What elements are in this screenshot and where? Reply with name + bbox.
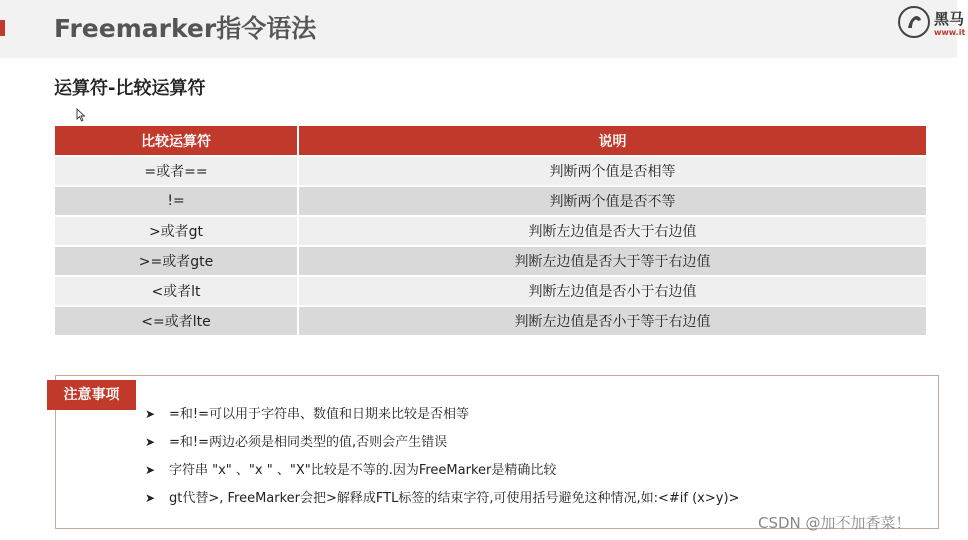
mouse-cursor-icon (76, 108, 86, 122)
table-row (55, 306, 926, 335)
table-row (55, 216, 926, 246)
note-text: gt代替>, FreeMarker会把>解释成FTL标签的结束字符,可使用括号避免这种情况,如:<#if (x>y)> (169, 491, 740, 506)
column-header-description: 说明 (298, 126, 926, 156)
operator-cell: =或者== (55, 156, 298, 186)
table-header-row (55, 126, 926, 156)
list-item (145, 431, 739, 459)
arrow-bullet-icon: ➤ (145, 407, 156, 421)
section-subtitle: 运算符-比较运算符 (54, 78, 206, 99)
operator-cell: >=或者gte (55, 246, 298, 276)
operator-cell: <=或者lte (55, 306, 298, 335)
table-row (55, 246, 926, 276)
list-item (145, 487, 739, 515)
notes-list (145, 403, 739, 515)
notes-tag: 注意事项 (47, 380, 136, 410)
operator-cell: <或者lt (55, 276, 298, 306)
logo-circle-icon (898, 6, 930, 38)
description-cell: 判断左边值是否大于右边值 (298, 216, 926, 246)
csdn-watermark: CSDN @加不加香菜！ (758, 514, 911, 532)
arrow-bullet-icon: ➤ (145, 463, 156, 477)
arrow-bullet-icon: ➤ (145, 435, 156, 449)
operator-cell: != (55, 186, 298, 216)
horse-icon (900, 8, 928, 36)
description-cell: 判断左边值是否小于等于右边值 (298, 306, 926, 335)
description-cell: 判断两个值是否不等 (298, 186, 926, 216)
note-text: =和!=可以用于字符串、数值和日期来比较是否相等 (169, 407, 469, 422)
list-item (145, 403, 739, 431)
slide-title: Freemarker指令语法 (54, 14, 317, 43)
title-accent-marker (0, 20, 5, 36)
column-header-operator: 比较运算符 (55, 126, 298, 156)
brand-logo (898, 6, 968, 40)
note-text: 字符串 "x" 、"x " 、"X"比较是不等的.因为FreeMarker是精确比较 (169, 463, 557, 478)
table-row (55, 156, 926, 186)
description-cell: 判断左边值是否大于等于右边值 (298, 246, 926, 276)
list-item (145, 459, 739, 487)
note-text: =和!=两边必须是相同类型的值,否则会产生错误 (169, 435, 448, 450)
table-row (55, 186, 926, 216)
operator-cell: >或者gt (55, 216, 298, 246)
logo-text: 黑马 (934, 10, 965, 28)
table-row (55, 276, 926, 306)
arrow-bullet-icon: ➤ (145, 491, 156, 505)
description-cell: 判断左边值是否小于右边值 (298, 276, 926, 306)
comparison-operators-table (55, 126, 926, 335)
logo-url: www.it (934, 28, 966, 37)
description-cell: 判断两个值是否相等 (298, 156, 926, 186)
